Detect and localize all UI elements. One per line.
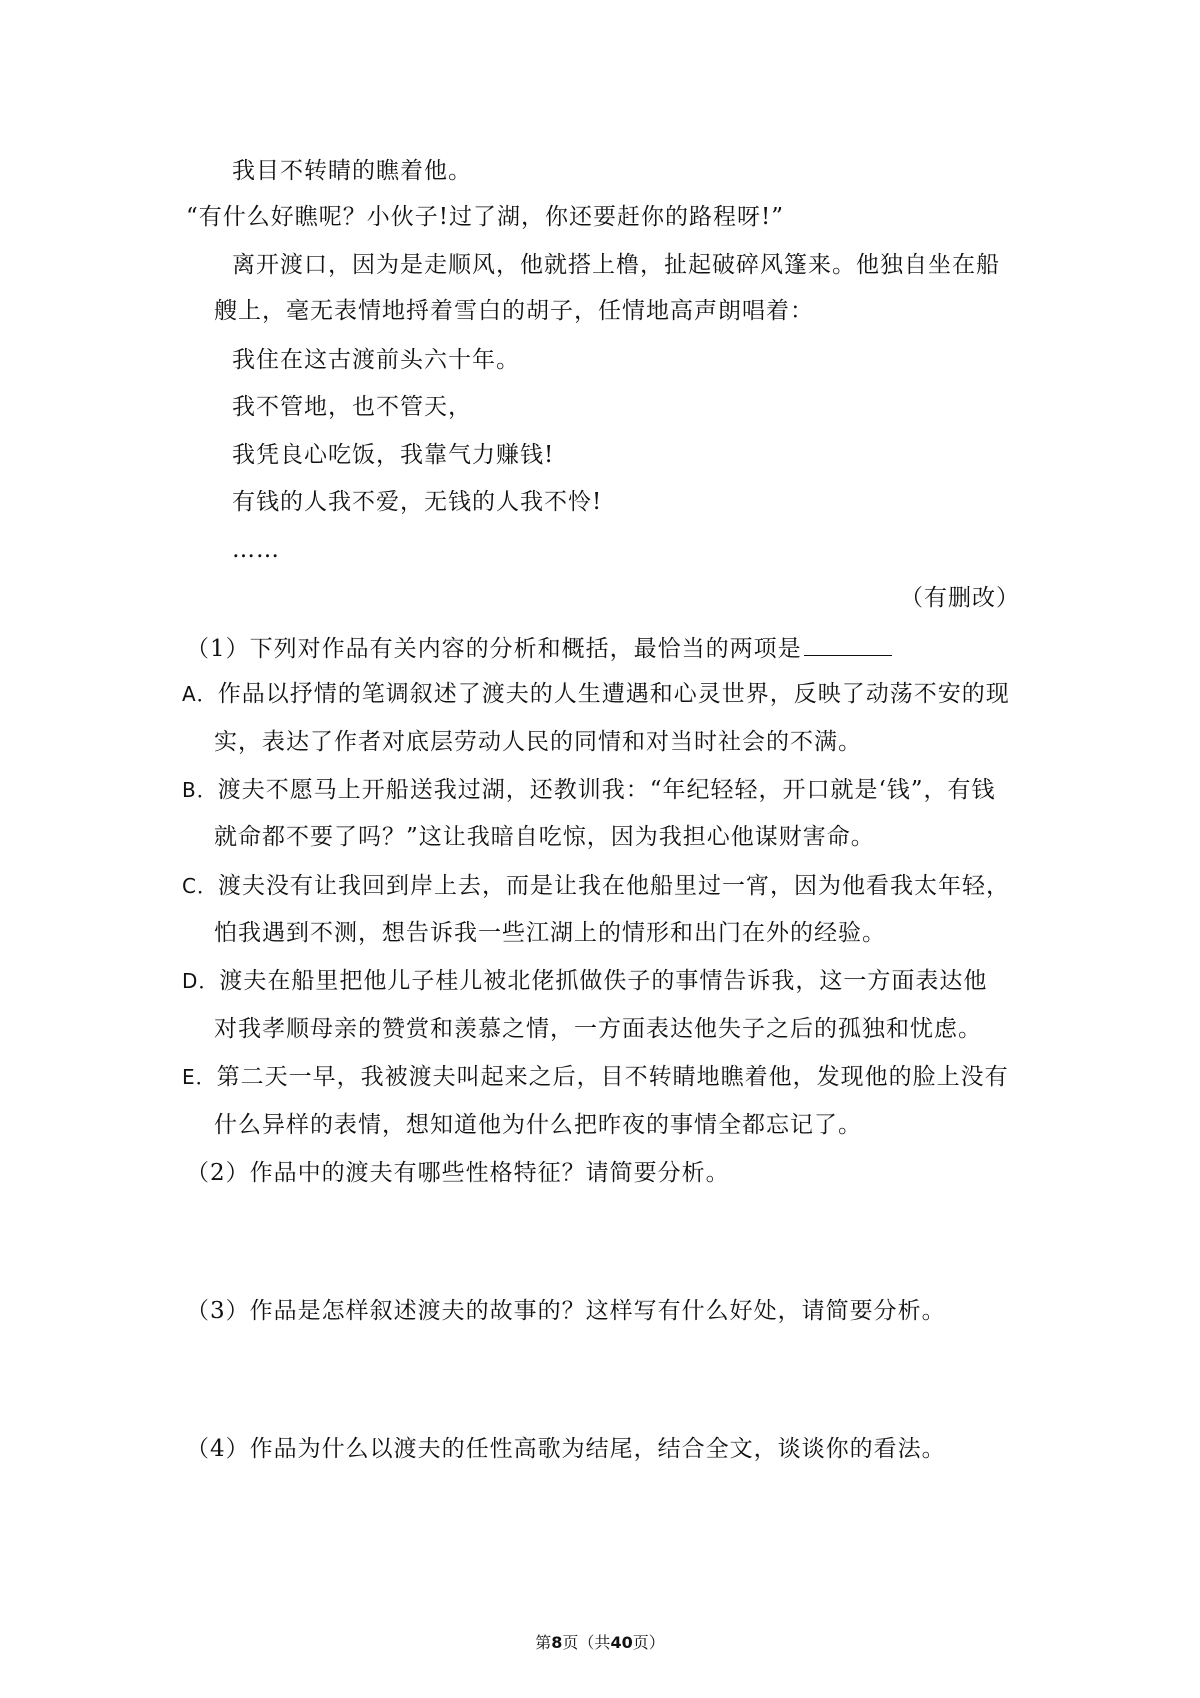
- source-note: （有删改）: [900, 585, 1020, 611]
- option-d-letter: D．: [182, 969, 220, 993]
- option-d: [182, 966, 987, 996]
- option-b-continued: 就命都不要了吗？”这让我暗自吃惊，因为我担心他谋财害命。: [214, 824, 875, 850]
- option-e-continued: 什么异样的表情，想知道他为什么把昨夜的事情全都忘记了。: [214, 1112, 862, 1138]
- question-1-text: （1）下列对作品有关内容的分析和概括，最恰当的两项是: [186, 636, 802, 662]
- song-line: 我凭良心吃饭，我靠气力赚钱!: [232, 442, 555, 468]
- option-b: [182, 775, 996, 805]
- song-line: 我住在这古渡前头六十年。: [232, 347, 520, 373]
- question-2: （2）作品中的渡夫有哪些性格特征？请简要分析。: [186, 1160, 730, 1186]
- option-b-letter: B．: [182, 778, 218, 802]
- answer-blank: [804, 631, 892, 656]
- question-1: [186, 631, 892, 664]
- option-b-text: 渡夫不愿马上开船送我过湖，还教训我：“年纪轻轻，开口就是‘钱”，有钱: [217, 777, 996, 803]
- page-footer: [0, 1633, 1200, 1653]
- option-c-letter: C．: [182, 874, 218, 898]
- question-4: （4）作品为什么以渡夫的任性高歌为结尾，结合全文，谈谈你的看法。: [186, 1436, 946, 1462]
- question-3: （3）作品是怎样叙述渡夫的故事的？这样写有什么好处，请简要分析。: [186, 1298, 946, 1324]
- option-e-text: 第二天一早，我被渡夫叫起来之后，目不转睛地瞧着他，发现他的脸上没有: [216, 1064, 1009, 1090]
- footer-suffix: 页）: [632, 1633, 665, 1652]
- passage-paragraph: 离开渡口，因为是走顺风，他就搭上橹，扯起破碎风篷来。他独自坐在船: [232, 252, 1000, 278]
- footer-total-pages: 40: [610, 1633, 633, 1652]
- option-d-continued: 对我孝顺母亲的赞赏和羡慕之情，一方面表达他失子之后的孤独和忧虑。: [214, 1016, 982, 1042]
- footer-middle: 页（共: [562, 1633, 611, 1652]
- footer-page-number: 8: [551, 1633, 563, 1652]
- option-a: [182, 679, 1010, 709]
- option-a-continued: 实，表达了作者对底层劳动人民的同情和对当时社会的不满。: [214, 729, 862, 755]
- option-c-text: 渡夫没有让我回到岸上去，而是让我在他船里过一宵，因为他看我太年轻，: [217, 873, 1010, 899]
- song-line: 有钱的人我不爱，无钱的人我不怜!: [232, 489, 603, 515]
- option-e-letter: E．: [182, 1065, 217, 1089]
- ellipsis: ……: [232, 537, 280, 563]
- passage-paragraph: 艘上，毫无表情地捋着雪白的胡子，任情地高声朗唱着：: [214, 298, 814, 324]
- option-c: [182, 871, 1010, 901]
- footer-prefix: 第: [535, 1633, 552, 1652]
- option-a-letter: A．: [182, 682, 218, 706]
- song-line: 我不管地，也不管天，: [232, 394, 472, 420]
- option-e: [182, 1062, 1009, 1092]
- option-c-continued: 怕我遇到不测，想告诉我一些江湖上的情形和出门在外的经验。: [214, 920, 886, 946]
- option-d-text: 渡夫在船里把他儿子桂儿被北佬抓做佚子的事情告诉我，这一方面表达他: [219, 968, 988, 994]
- passage-paragraph: 我目不转睛的瞧着他。: [232, 158, 472, 184]
- passage-paragraph: “有什么好瞧呢？小伙子!过了湖，你还要赶你的路程呀!”: [186, 204, 785, 230]
- option-a-text: 作品以抒情的笔调叙述了渡夫的人生遭遇和心灵世界，反映了动荡不安的现: [217, 681, 1010, 707]
